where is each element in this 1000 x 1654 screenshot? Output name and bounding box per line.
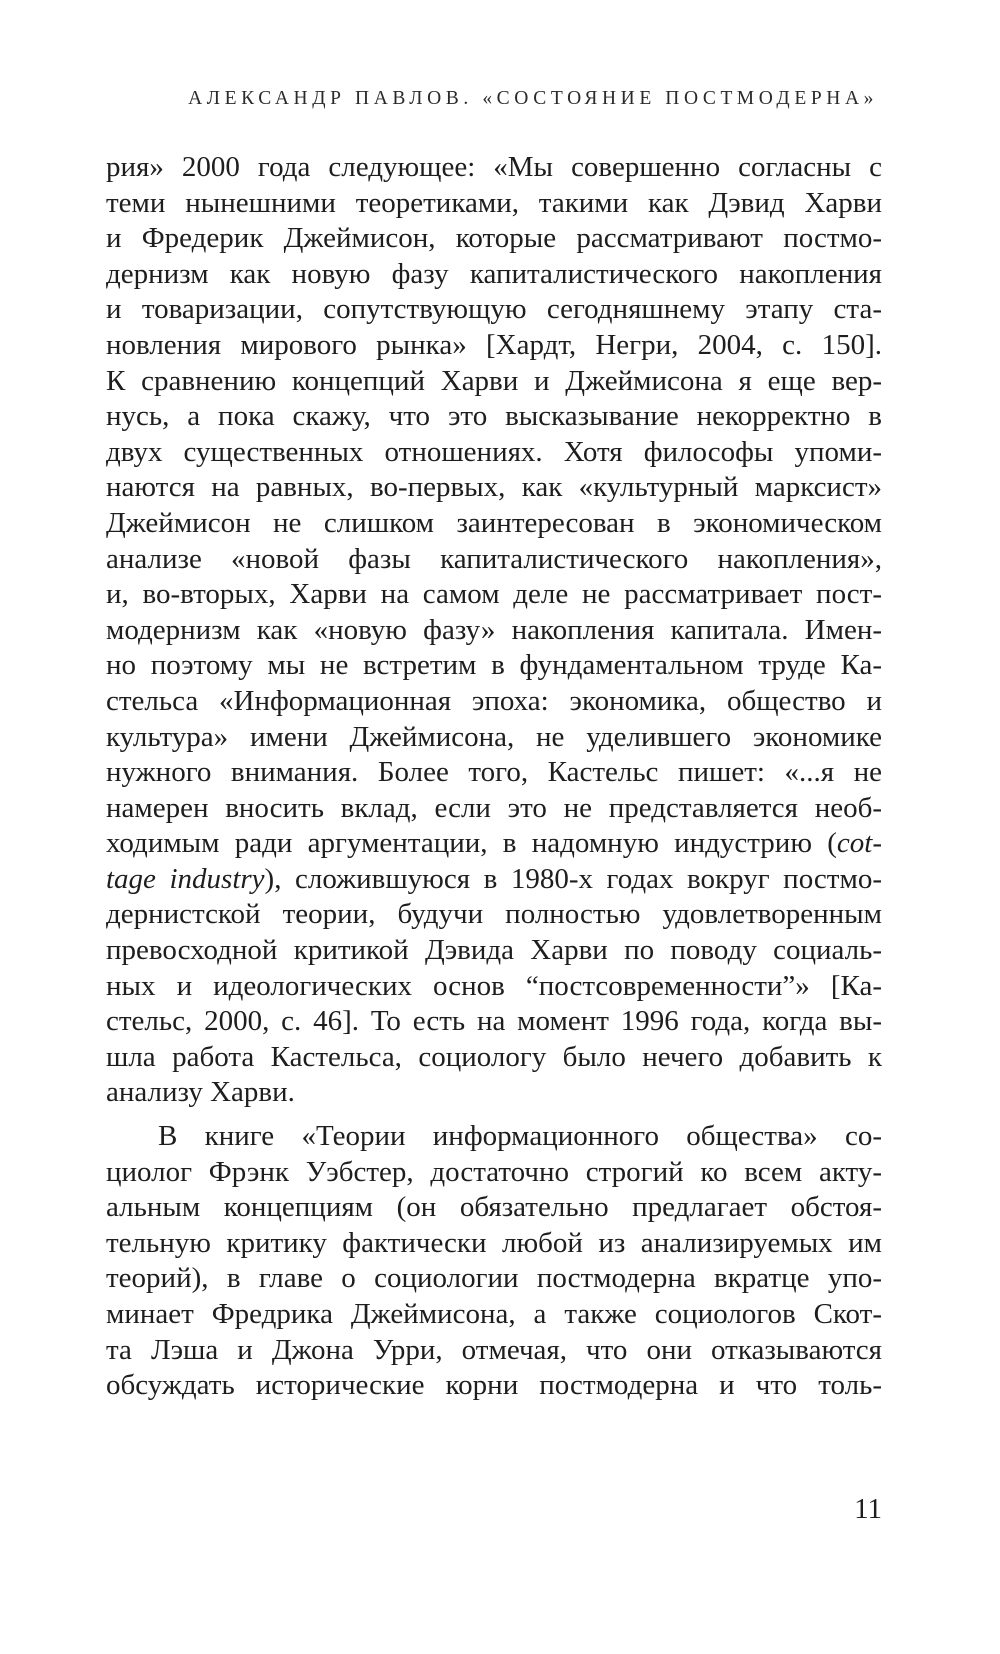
- text-line: но поэтому мы не встретим в фундаментальном труде Ка-: [106, 649, 882, 682]
- text-line: рия» 2000 года следующее: «Мы совершенно согласны с: [106, 151, 882, 183]
- text-line: теми нынешними теоретиками, такими как Дэвид Харви: [106, 186, 882, 219]
- text-line: анализу Харви.: [106, 1076, 295, 1109]
- body-text: [106, 150, 882, 1404]
- italic-term: cot-: [836, 827, 882, 860]
- text-line: культура» имени Джеймисона, не уделившего экономике: [106, 720, 882, 753]
- text-line: [106, 862, 882, 898]
- text-line: дернистской теории, будучи полностью удовлетворенным: [106, 898, 882, 931]
- text-line: намерен вносить вклад, если это не представляется необ-: [106, 791, 882, 824]
- paragraph-gap: [106, 1111, 882, 1119]
- text-line: теорий), в главе о социологии постмодерна вкратце упо-: [106, 1262, 882, 1295]
- text-line: К сравнению концепций Харви и Джеймисона я еще вер-: [106, 364, 882, 397]
- text-line: альным концепциям (он обязательно предлагает обстоя-: [106, 1191, 882, 1224]
- text-line: обсуждать исторические корни постмодерна и что толь-: [106, 1369, 882, 1402]
- text-line: превосходной критикой Дэвида Харви по поводу социаль-: [106, 934, 882, 967]
- text-line: наются на равных, во-первых, как «культурный марксист»: [106, 471, 882, 504]
- text-line: и Фредерик Джеймисон, которые рассматривают постмо-: [106, 222, 882, 255]
- text-line: и товаризации, сопутствующую сегодняшнему этапу ста-: [106, 293, 882, 326]
- text-line: нужного внимания. Более того, Кастельс пишет: «...я не: [106, 756, 882, 789]
- text-line: тельную критику фактически любой из анализируемых им: [106, 1226, 882, 1259]
- text-line: и, во-вторых, Харви на самом деле не рассматривает пост-: [106, 578, 882, 611]
- paragraph: [106, 150, 882, 1111]
- text-line: [106, 826, 882, 862]
- text-line: модернизм как «новую фазу» накопления капитала. Имен-: [106, 613, 882, 646]
- text-line: стельс, 2000, с. 46]. То есть на момент 1996 года, когда вы-: [106, 1005, 882, 1038]
- italic-term: tage industry: [106, 862, 265, 895]
- text-line: ных и идеологических основ “постсовременности”» [Ка-: [106, 969, 882, 1002]
- text-line: шла работа Кастельса, социологу было нечего добавить к: [106, 1040, 882, 1073]
- text-line: нусь, а пока скажу, что это высказывание некорректно в: [106, 400, 882, 433]
- text-line: та Лэша и Джона Урри, отмечая, что они отказываются: [106, 1333, 882, 1366]
- text-line: стельса «Информационная эпоха: экономика, общество и: [106, 684, 882, 717]
- text-line: двух существенных отношениях. Хотя философы упоми-: [106, 435, 882, 468]
- text-line: Джеймисон не слишком заинтересован в экономическом: [106, 506, 882, 539]
- text-line: новления мирового рынка» [Хардт, Негри, 2004, с. 150].: [106, 328, 882, 361]
- text-line: анализе «новой фазы капиталистического накопления»,: [106, 542, 882, 575]
- paragraph: [106, 1119, 882, 1404]
- text-line: минает Фредрика Джеймисона, а также социологов Скот-: [106, 1298, 882, 1330]
- text-line: В книге «Теории информационного общества» со-: [158, 1120, 882, 1153]
- text-line: дернизм как новую фазу капиталистического накопления: [106, 257, 882, 290]
- text-span: ходимым ради аргументации, в надомную индустрию (: [106, 827, 837, 860]
- page-number: 11: [854, 1493, 882, 1525]
- text-span: ), сложившуюся в 1980-х годах вокруг постмо-: [264, 862, 882, 895]
- text-line: циолог Фрэнк Уэбстер, достаточно строгий ко всем акту-: [106, 1155, 882, 1188]
- running-header: АЛЕКСАНДР ПАВЛОВ. «СОСТОЯНИЕ ПОСТМОДЕРНА»: [188, 88, 878, 109]
